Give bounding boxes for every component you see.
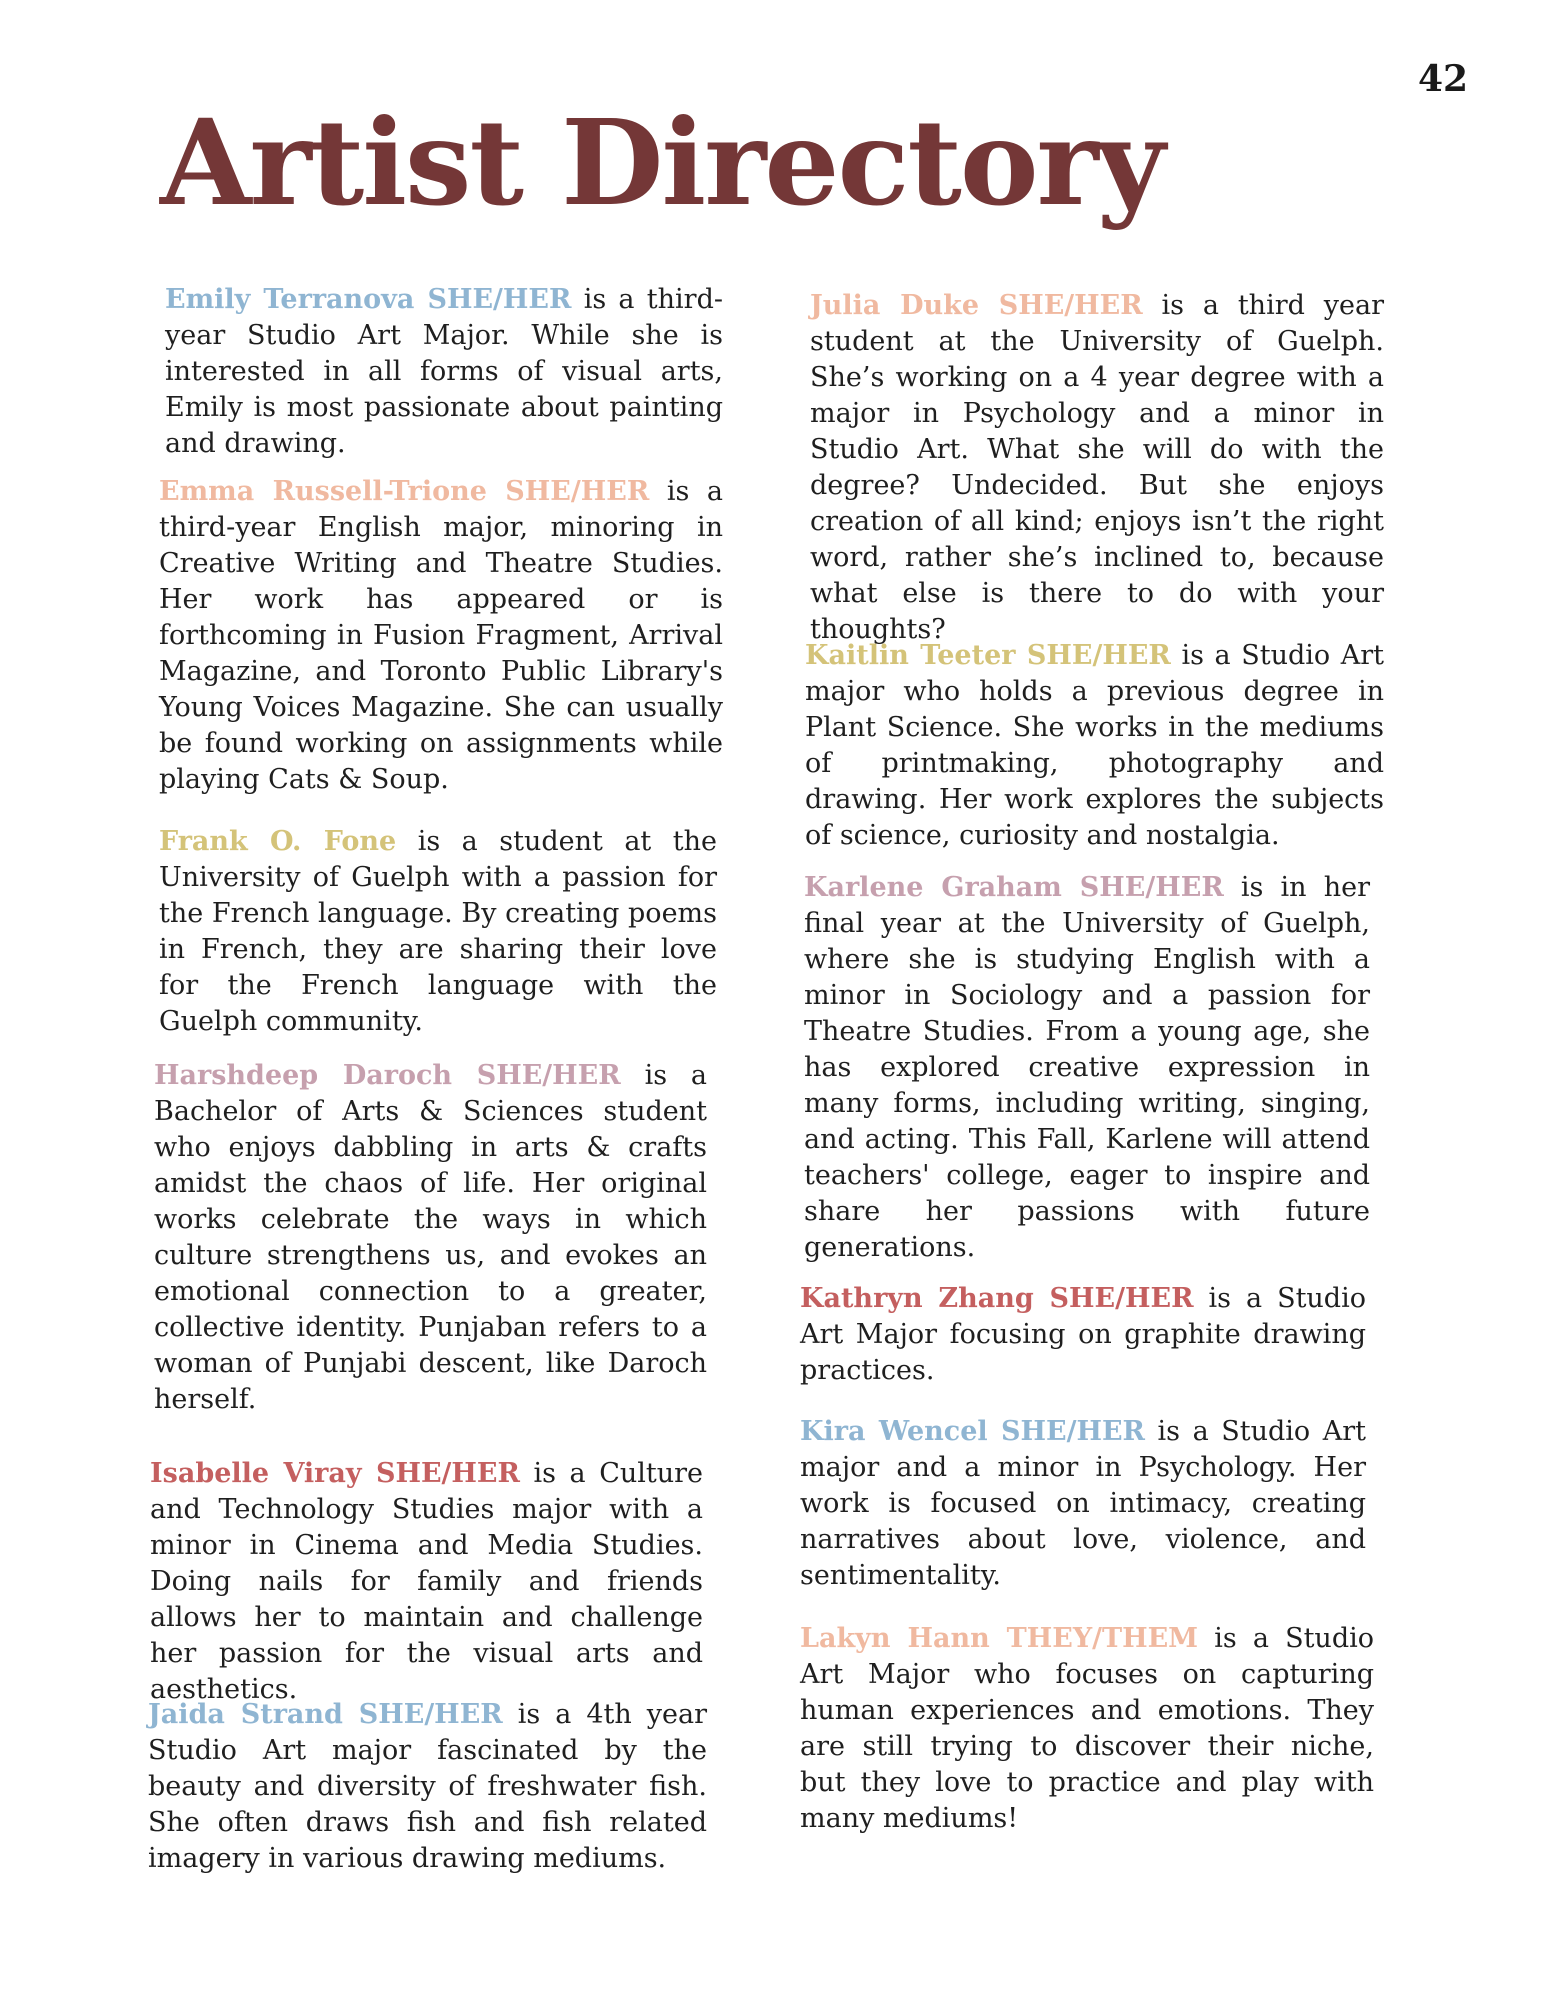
artist-entry: [148, 1697, 707, 1877]
artist-bio: is a student at the University of Guelph with a passion for the French language. By creating poems in French, they are sharing their love for the French language with the Guelph community.: [159, 826, 717, 1037]
artist-entry: [150, 1456, 703, 1708]
artist-entry: [800, 1621, 1374, 1837]
page-title: Artist Directory: [160, 93, 1164, 232]
artist-bio: is a third-year English major, minoring in Creative Writing and Theatre Studies. Her work has appeared or is forthcoming in Fusion Fragment, Arrival Magazine, and Toronto Public Library's Young Voices Magazine. She can usually be found working on assignments while playing Cats & Soup.: [159, 476, 723, 795]
artist-bio: is in her final year at the University of Guelph, where she is studying English with a minor in Sociology and a passion for Theatre Studies. From a young age, she has explored creative expression in many forms, including writing, singing, and acting. This Fall, Karlene will attend teachers' college, eager to inspire and share her passions with future generations.: [804, 872, 1370, 1263]
artist-bio: is a Studio Art Major who focuses on capturing human experiences and emotions. They are still trying to discover their niche, but they love to practice and play with many mediums!: [800, 1623, 1374, 1834]
artist-bio: is a Studio Art Major focusing on graphite drawing practices.: [800, 1283, 1366, 1386]
artist-bio: is a third-year Studio Art Major. While she is interested in all forms of visual arts, Emily is most passionate about painting and drawing.: [165, 284, 723, 459]
artist-entry: [159, 824, 717, 1040]
artist-name: Harshdeep Daroch SHE/HER: [154, 1060, 621, 1091]
artist-bio: is a Culture and Technology Studies major with a minor in Cinema and Media Studies. Doing nails for family and friends allows her to maintain and challenge her passion for the visual arts and aesthetics.: [150, 1458, 703, 1705]
artist-entry: [159, 474, 723, 798]
artist-name: Kathryn Zhang SHE/HER: [800, 1283, 1194, 1314]
page-number: 42: [1417, 58, 1469, 100]
artist-name: Jaida Strand SHE/HER: [148, 1699, 503, 1730]
artist-entry: [810, 288, 1384, 648]
artist-bio: is a Bachelor of Arts & Sciences student who enjoys dabbling in arts & crafts amidst the chaos of life. Her original works celebrate the ways in which culture strengthens us, and evokes an emotional connection to a greater, collective identity. Punjaban refers to a woman of Punjabi descent, like Daroch herself.: [154, 1060, 707, 1415]
artist-bio: is a 4th year Studio Art major fascinated by the beauty and diversity of freshwater fish. She often draws fish and fish related imagery in various drawing mediums.: [148, 1699, 707, 1874]
artist-name: Kira Wencel SHE/HER: [800, 1416, 1145, 1447]
artist-entry: [154, 1058, 707, 1418]
artist-name: Kaitlin Teeter SHE/HER: [805, 640, 1171, 671]
artist-name: Isabelle Viray SHE/HER: [150, 1458, 520, 1489]
artist-entry: [804, 870, 1370, 1266]
artist-entry: [800, 1414, 1366, 1594]
artist-name: Emma Russell-Trione SHE/HER: [159, 476, 650, 507]
artist-entry: [805, 638, 1384, 854]
artist-entry: [165, 282, 723, 462]
artist-entry: [800, 1281, 1366, 1389]
artist-name: Karlene Graham SHE/HER: [804, 872, 1224, 903]
artist-name: Frank O. Fone: [159, 826, 397, 857]
artist-name: Julia Duke SHE/HER: [810, 290, 1143, 321]
artist-bio: is a third year student at the University of Guelph. She’s working on a 4 year degree with a major in Psychology and a minor in Studio Art. What she will do with the degree? Undecided. But she enjoys creation of all kind; enjoys isn’t the right word, rather she’s inclined to, because what else is there to do with your thoughts?: [810, 290, 1384, 645]
artist-bio: is a Studio Art major who holds a previous degree in Plant Science. She works in the mediums of printmaking, photography and drawing. Her work explores the subjects of science, curiosity and nostalgia.: [805, 640, 1384, 851]
artist-name: Lakyn Hann THEY/THEM: [800, 1623, 1199, 1654]
artist-name: Emily Terranova SHE/HER: [165, 284, 572, 315]
artist-bio: is a Studio Art major and a minor in Psychology. Her work is focused on intimacy, creating narratives about love, violence, and sentimentality.: [800, 1416, 1366, 1591]
